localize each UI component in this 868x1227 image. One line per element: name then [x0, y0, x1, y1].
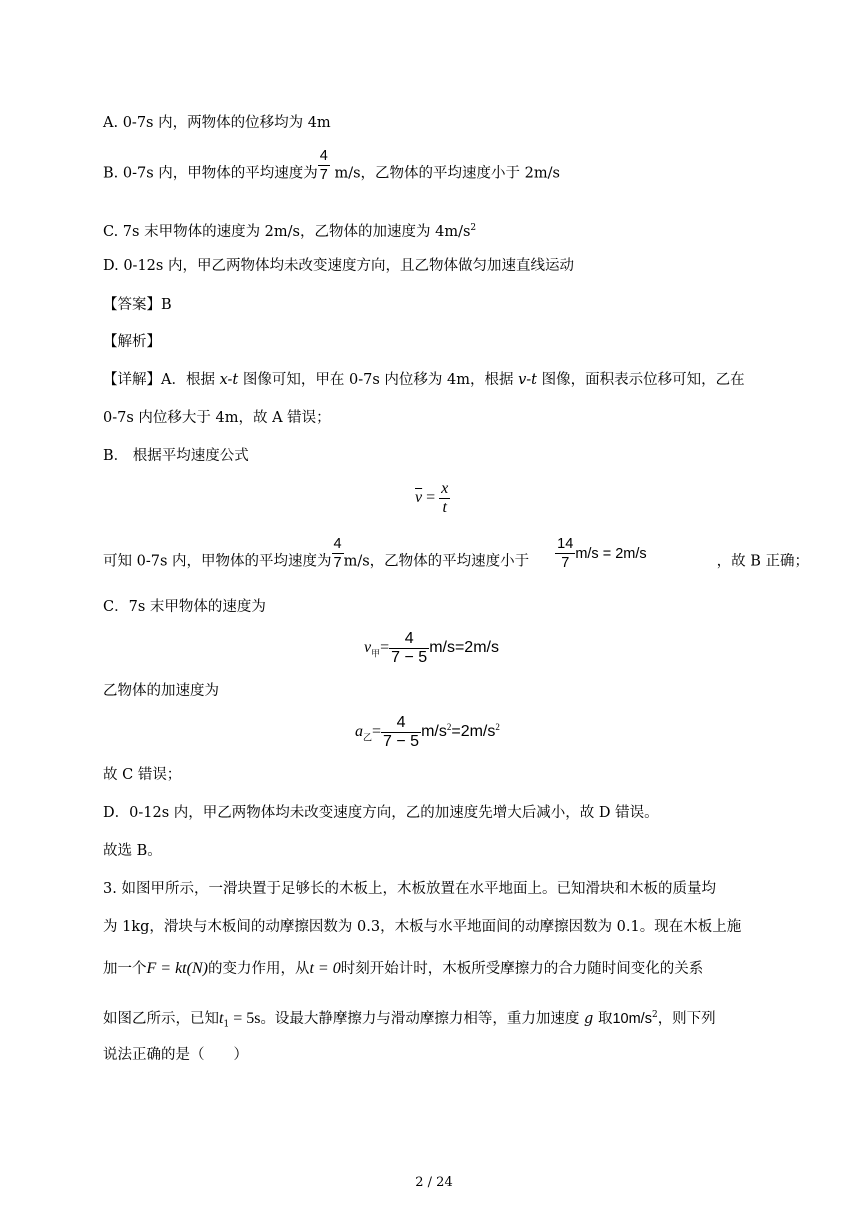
analysis-label: 【解析】	[103, 334, 161, 350]
fraction: $\frac{4}{7}$	[319, 148, 328, 183]
question3-line1: 3. 如图甲所示，一滑块置于足够长的木板上，木板放置在水平地面上。已知滑块和木板的质量均	[103, 881, 716, 897]
detail-c-line2: 乙物体的加速度为	[103, 683, 219, 699]
option-b-text: B. 0-7s 内，甲物体的平均速度为	[103, 165, 318, 182]
detail-b-line2: 可知 0-7s 内，甲物体的平均速度为 $\frac{4}{7}$ m/s，乙物体的平均速度小于 $\frac{14}{7}$ m/s = 2m/s ，故 B 正确；	[103, 536, 809, 571]
answer-label: 【答案】B	[103, 297, 172, 313]
formula-average-velocity: $\overline{v}$ = $\frac{x}{t}$	[415, 480, 449, 516]
question3-line3: 加一个F = kt(N)的变力作用，从t = 0时刻开始计时，木板所受摩擦力的合力随时间变化的关系	[103, 960, 704, 977]
formula-velocity-jia: $v_甲=$ $\frac{4}{7 - 5}$ m/s=2m/s	[364, 630, 499, 666]
detail-d: D．0-12s 内，甲乙两物体均未改变速度方向，乙的加速度先增大后减小，故 D 错误。	[103, 805, 659, 821]
option-a: A. 0-7s 内，两物体的位移均为 4m	[103, 115, 331, 131]
page-number: 2 / 24	[415, 1175, 453, 1190]
detail-c-line3: 故 C 错误；	[103, 767, 182, 783]
question3-line4: 如图乙所示，已知$t_1 = 5s$。设最大静摩擦力与滑动摩擦力相等，重力加速度 g 取$10m/s^2$，则下列	[103, 1009, 716, 1030]
question3-line5: 说法正确的是（ ）	[103, 1047, 248, 1063]
detail-c-line1: C．7s 末甲物体的速度为	[103, 599, 266, 615]
option-b: B. 0-7s 内，甲物体的平均速度为 $\frac{4}{7}$ m/s，乙物体的平均速度小于 2m/s	[103, 148, 560, 183]
formula-acceleration-yi: $a_乙=$ $\frac{4}{7 - 5}$ $m/s^2=2m/s^2$	[355, 714, 500, 750]
question3-line2: 为 1kg，滑块与木板间的动摩擦因数为 0.3，木板与水平地面间的动摩擦因数为 0.1。现在木板上施	[103, 919, 742, 935]
option-c: C. 7s 末甲物体的速度为 2m/s，乙物体的加速度为 $4m/s^2$	[103, 223, 477, 240]
option-d: D. 0-12s 内，甲乙两物体均未改变速度方向，且乙物体做匀加速直线运动	[103, 258, 574, 274]
detail-a-line1: 【详解】A．根据 x-t 图像可知，甲在 0-7s 内位移为 4m，根据 v-t 图像，面积表示位移可知，乙在	[103, 372, 745, 388]
conclusion: 故选 B。	[103, 843, 162, 859]
detail-a-line2: 0-7s 内位移大于 4m，故 A 错误；	[103, 410, 331, 426]
detail-b-line1: B． 根据平均速度公式	[103, 448, 249, 464]
